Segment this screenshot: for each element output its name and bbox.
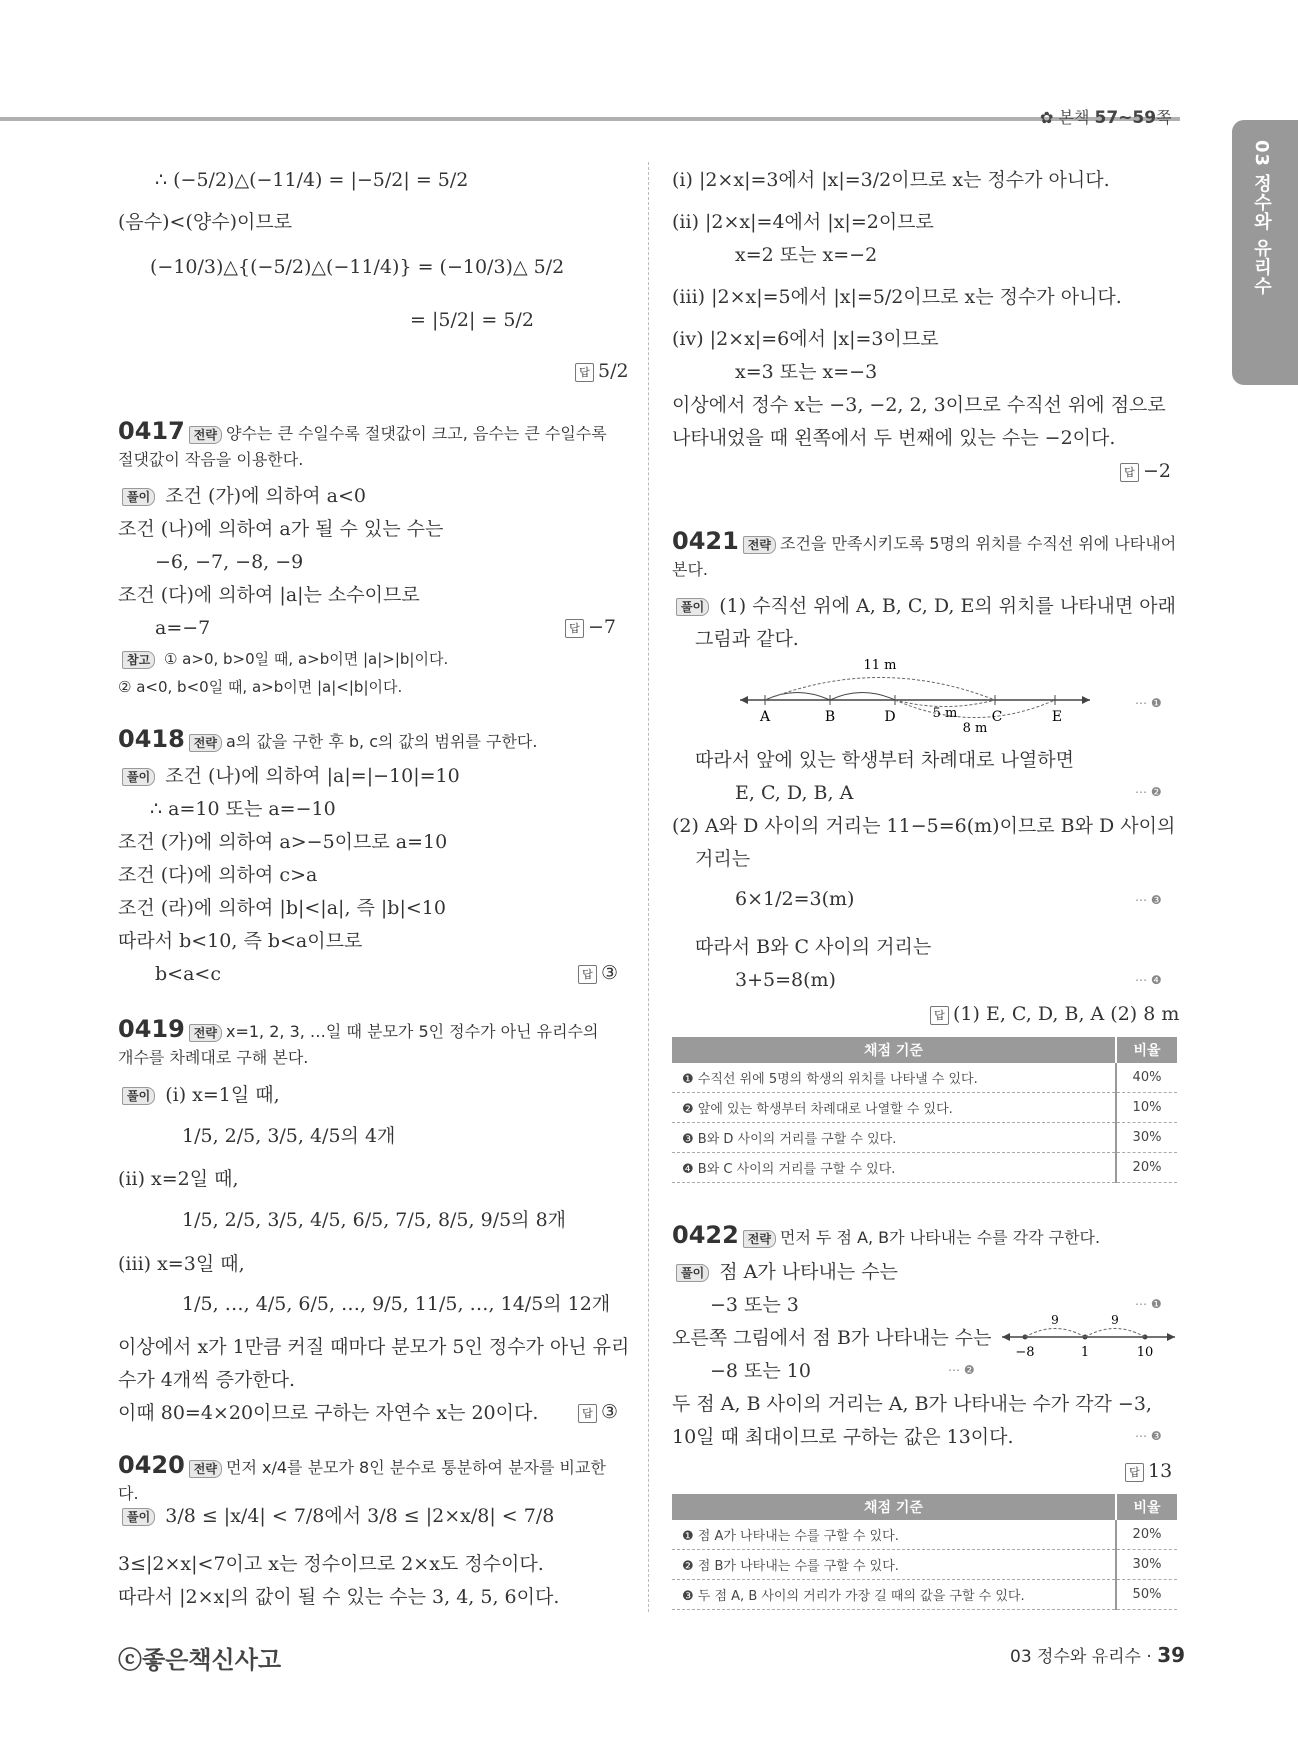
number-line-diagram-0422 bbox=[1000, 1312, 1178, 1362]
solution-line: (iii) x=3일 때, bbox=[118, 1253, 245, 1275]
step-marker: ⋯ ❸ bbox=[1135, 893, 1162, 907]
answer-icon: 답 bbox=[1120, 463, 1139, 482]
point-label: D bbox=[884, 709, 896, 725]
axis-arrow-right bbox=[1082, 696, 1090, 704]
solution-line: 조건 (라)에 의하여 |b|<|a|, 즉 |b|<10 bbox=[118, 897, 446, 919]
reference-line: ② a<0, b<0일 때, a>b이면 |a|<|b|이다. bbox=[118, 678, 403, 696]
arc-8m bbox=[895, 700, 1055, 718]
solution-line: 수가 4개씩 증가한다. bbox=[118, 1369, 296, 1391]
math-line: ∴ (−5/2)△(−11/4) = |−5/2| = 5/2 bbox=[155, 169, 469, 191]
answer-icon: 답 bbox=[1125, 1463, 1144, 1482]
publisher-logo: ⓒ좋은책신사고 bbox=[118, 1646, 282, 1674]
page-footer: 03 정수와 유리수 · 39 bbox=[1010, 1643, 1186, 1667]
problem-0417: 0417 전략 양수는 큰 수일수록 절댓값이 크고, 음수는 큰 수일수록 절댓값이 작음을 이용한다. bbox=[118, 417, 607, 469]
solution-line: 따라서 B와 C 사이의 거리는 bbox=[695, 936, 932, 958]
column-divider bbox=[648, 162, 649, 1612]
header-rule bbox=[0, 117, 1180, 121]
table-row: ❶ 점 A가 나타내는 수를 구할 수 있다. 20% bbox=[672, 1520, 1177, 1550]
solution-line: 조건 (가)에 의하여 a>−5이므로 a=10 bbox=[118, 831, 448, 853]
solution-line: 따라서 |2×x|의 값이 될 수 있는 수는 3, 4, 5, 6이다. bbox=[118, 1586, 560, 1608]
table-row: ❷ 점 B가 나타내는 수를 구할 수 있다. 30% bbox=[672, 1550, 1177, 1580]
solution-line: 이때 80=4×20이므로 구하는 자연수 x는 20이다. bbox=[118, 1402, 539, 1424]
answer-icon: 답 bbox=[565, 619, 584, 638]
step-marker: ⋯ ❹ bbox=[1135, 973, 1162, 987]
chapter-side-tab-label: 03 정수와 유리수 bbox=[1251, 140, 1272, 296]
tick-label: 1 bbox=[1080, 1345, 1090, 1360]
distance-label: 9 bbox=[1051, 1313, 1059, 1327]
distance-label: 11 m bbox=[863, 658, 897, 673]
point-label: B bbox=[824, 709, 836, 725]
step-marker: ⋯ ❶ bbox=[1135, 1297, 1162, 1311]
distance-label: 5 m bbox=[932, 706, 958, 721]
axis-arrow-left bbox=[740, 696, 748, 704]
scoring-table-0421: 채점 기준 비율 ❶ 수직선 위에 5명의 학생의 위치를 나타낼 수 있다. 40% ❷ 앞에 있는 학생부터 차례대로 나열할 수 있다. 10% ❸ B와 D 사이의 거리를 구할 수 있다. 30% ❹ B와 C 사이의 거리를 구할 수 있다. 20% bbox=[672, 1037, 1177, 1183]
problem-0422: 0422 전략 먼저 두 점 A, B가 나타내는 수를 각각 구한다. bbox=[672, 1221, 1101, 1249]
table-row: ❹ B와 C 사이의 거리를 구할 수 있다. 20% bbox=[672, 1153, 1177, 1183]
point-label: E bbox=[1051, 709, 1063, 725]
solution-line: 조건 (나)에 의하여 a가 될 수 있는 수는 bbox=[118, 518, 444, 540]
arc-11m bbox=[765, 678, 995, 701]
answer-icon: 답 bbox=[578, 1404, 597, 1423]
solution-line: 1/5, 2/5, 3/5, 4/5, 6/5, 7/5, 8/5, 9/5의 8개 bbox=[182, 1209, 567, 1231]
solution-line: 3≤|2×x|<7이고 x는 정수이므로 2×x도 정수이다. bbox=[118, 1553, 544, 1575]
solution-line: a=−7 bbox=[155, 617, 211, 639]
solution-line: (iii) |2×x|=5에서 |x|=5/2이므로 x는 정수가 아니다. bbox=[672, 286, 1122, 308]
solution-line: 이상에서 정수 x는 −3, −2, 2, 3이므로 수직선 위에 점으로 bbox=[672, 394, 1166, 416]
answer: 답 ③ bbox=[578, 1401, 618, 1423]
solution-line: 따라서 b<10, 즉 b<a이므로 bbox=[118, 930, 363, 952]
solution-line: 풀이 조건 (가)에 의하여 a<0 bbox=[118, 484, 366, 508]
answer: 답 13 bbox=[1125, 1460, 1172, 1482]
answer: 답 −2 bbox=[1120, 460, 1171, 482]
solution-line: 6×1/2=3(m) bbox=[735, 888, 855, 910]
solution-line: 이상에서 x가 1만큼 커질 때마다 분모가 5인 정수가 아닌 유리 bbox=[118, 1336, 630, 1358]
number-line-diagram-0421 bbox=[735, 655, 1095, 735]
arc-right bbox=[1085, 1329, 1145, 1338]
solution-line: 거리는 bbox=[695, 848, 751, 870]
arc-bd bbox=[830, 693, 895, 701]
point-10 bbox=[1143, 1335, 1148, 1340]
solution-line: −3 또는 3 bbox=[710, 1294, 799, 1316]
solution-line: ∴ a=10 또는 a=−10 bbox=[150, 798, 336, 820]
step-marker: ⋯ ❸ bbox=[1135, 1429, 1162, 1443]
tick-label: 10 bbox=[1136, 1345, 1154, 1360]
answer-icon: 답 bbox=[930, 1006, 949, 1025]
solution-line: 두 점 A, B 사이의 거리는 A, B가 나타내는 수가 각각 −3, bbox=[672, 1393, 1152, 1415]
solution-line: (iv) |2×x|=6에서 |x|=3이므로 bbox=[672, 328, 939, 350]
solution-line: b<a<c bbox=[155, 963, 221, 985]
flower-icon: ✿ bbox=[1040, 108, 1054, 127]
solution-line: x=2 또는 x=−2 bbox=[735, 244, 878, 266]
tick-label: −8 bbox=[1015, 1345, 1035, 1360]
problem-0420: 0420 전략 먼저 x/4를 분모가 8인 분수로 통분하여 분자를 비교한다. bbox=[118, 1451, 606, 1503]
page-reference: ✿ 본책 57~59쪽 bbox=[1040, 108, 1172, 128]
reference-line: 참고 ① a>0, b>0일 때, a>b이면 |a|>|b|이다. bbox=[118, 647, 448, 671]
solution-line: (ii) |2×x|=4에서 |x|=2이므로 bbox=[672, 211, 934, 233]
step-marker: ⋯ ❶ bbox=[1135, 696, 1162, 710]
solution-line: 3+5=8(m) bbox=[735, 969, 836, 991]
arc-left bbox=[1025, 1329, 1085, 1338]
point-label: C bbox=[991, 709, 1003, 725]
answer-icon: 답 bbox=[578, 965, 597, 984]
solution-line: 풀이 (i) x=1일 때, bbox=[118, 1083, 280, 1107]
solution-line: 1/5, …, 4/5, 6/5, …, 9/5, 11/5, …, 14/5의 12개 bbox=[182, 1293, 611, 1315]
answer: 답 5/2 bbox=[575, 360, 629, 382]
answer: 답 (1) E, C, D, B, A (2) 8 m bbox=[930, 1003, 1179, 1025]
axis-arrow-left bbox=[1002, 1333, 1010, 1341]
distance-label: 9 bbox=[1111, 1313, 1119, 1327]
solution-line: 나타내었을 때 왼쪽에서 두 번째에 있는 수는 −2이다. bbox=[672, 427, 1116, 449]
solution-line: 풀이 조건 (나)에 의하여 |a|=|−10|=10 bbox=[118, 764, 460, 788]
distance-label: 8 m bbox=[962, 721, 988, 735]
solution-line: 그림과 같다. bbox=[695, 628, 799, 650]
point-label: A bbox=[759, 709, 771, 725]
step-marker: ⋯ ❷ bbox=[1135, 785, 1162, 799]
table-row: ❸ 두 점 A, B 사이의 거리가 가장 길 때의 값을 구할 수 있다. 50% bbox=[672, 1580, 1177, 1610]
solution-line: 풀이 점 A가 나타내는 수는 bbox=[672, 1260, 898, 1284]
problem-0419: 0419 전략 x=1, 2, 3, …일 때 분모가 5인 정수가 아닌 유리수의 개수를 차례대로 구해 본다. bbox=[118, 1015, 599, 1067]
table-row: ❸ B와 D 사이의 거리를 구할 수 있다. 30% bbox=[672, 1123, 1177, 1153]
math-line: = |5/2| = 5/2 bbox=[410, 309, 534, 331]
axis-arrow-right bbox=[1167, 1333, 1175, 1341]
scoring-table-0422: 채점 기준 비율 ❶ 점 A가 나타내는 수를 구할 수 있다. 20% ❷ 점 B가 나타내는 수를 구할 수 있다. 30% ❸ 두 점 A, B 사이의 거리가 가장 길 때의 값을 구할 수 있다. 50% bbox=[672, 1494, 1177, 1610]
solution-line: −6, −7, −8, −9 bbox=[155, 551, 304, 573]
solution-line: −8 또는 10 bbox=[710, 1360, 811, 1382]
answer-icon: 답 bbox=[575, 363, 594, 382]
solution-line: E, C, D, B, A bbox=[735, 782, 854, 804]
solution-line: 따라서 앞에 있는 학생부터 차례대로 나열하면 bbox=[695, 749, 1074, 771]
solution-line: (i) |2×x|=3에서 |x|=3/2이므로 x는 정수가 아니다. bbox=[672, 169, 1110, 191]
answer: 답 ③ bbox=[578, 962, 618, 984]
solution-line: x=3 또는 x=−3 bbox=[735, 361, 878, 383]
solution-line: 조건 (다)에 의하여 c>a bbox=[118, 864, 318, 886]
answer: 답 −7 bbox=[565, 616, 616, 638]
solution-line: (ii) x=2일 때, bbox=[118, 1168, 239, 1190]
solution-line: 조건 (다)에 의하여 |a|는 소수이므로 bbox=[118, 584, 420, 606]
solution-line: 10일 때 최대이므로 구하는 값은 13이다. bbox=[672, 1426, 1014, 1448]
problem-0421: 0421 전략 조건을 만족시키도록 5명의 위치를 수직선 위에 나타내어 본다. bbox=[672, 527, 1177, 579]
solution-line: 풀이 3/8 ≤ |x/4| < 7/8에서 3/8 ≤ |2×x/8| < 7/8 bbox=[118, 1504, 554, 1528]
solution-line: (2) A와 D 사이의 거리는 11−5=6(m)이므로 B와 D 사이의 bbox=[672, 815, 1176, 837]
math-line: (음수)<(양수)이므로 bbox=[118, 211, 293, 233]
table-row: ❷ 앞에 있는 학생부터 차례대로 나열할 수 있다. 10% bbox=[672, 1093, 1177, 1123]
solution-line: 1/5, 2/5, 3/5, 4/5의 4개 bbox=[182, 1125, 396, 1147]
solution-line: 오른쪽 그림에서 점 B가 나타내는 수는 bbox=[672, 1327, 992, 1349]
problem-0418: 0418 전략 a의 값을 구한 후 b, c의 값의 범위를 구한다. bbox=[118, 725, 538, 753]
solution-line: 풀이 (1) 수직선 위에 A, B, C, D, E의 위치를 나타내면 아래 bbox=[672, 594, 1176, 618]
table-row: ❶ 수직선 위에 5명의 학생의 위치를 나타낼 수 있다. 40% bbox=[672, 1063, 1177, 1093]
step-marker: ⋯ ❷ bbox=[948, 1363, 975, 1377]
math-line: (−10/3)△{(−5/2)△(−11/4)} = (−10/3)△ 5/2 bbox=[150, 256, 565, 278]
